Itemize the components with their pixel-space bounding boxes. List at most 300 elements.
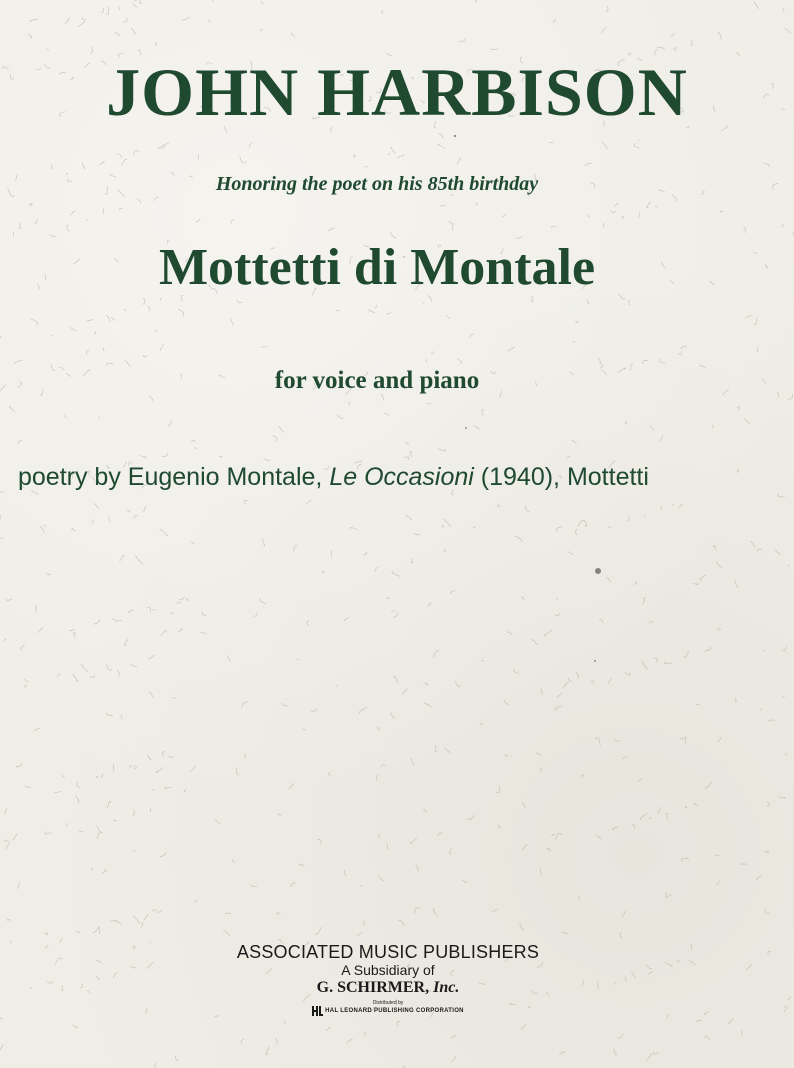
paper-fiber — [191, 541, 194, 543]
paper-fiber — [76, 796, 79, 803]
paper-fiber — [195, 447, 197, 449]
paper-fiber — [763, 163, 769, 167]
paper-fiber — [110, 921, 117, 923]
paper-fiber — [6, 843, 11, 849]
paper-fiber — [123, 17, 127, 22]
paper-fiber — [450, 848, 452, 854]
paper-fiber — [423, 683, 428, 685]
paper-fiber — [532, 296, 534, 301]
paper-fiber — [736, 53, 740, 57]
paper-fiber — [44, 933, 47, 935]
paper-fiber — [81, 665, 87, 672]
paper-fiber — [661, 506, 663, 510]
paper-fiber — [344, 618, 348, 621]
paper-fiber — [572, 440, 577, 443]
paper-fiber — [368, 310, 375, 313]
paper-fiber — [96, 976, 99, 979]
paper-fiber — [375, 305, 377, 309]
paper-fiber — [496, 786, 500, 793]
paper-fiber — [160, 298, 161, 300]
paper-fiber — [729, 1019, 734, 1024]
paper-fiber — [35, 219, 38, 224]
paper-fiber — [775, 550, 780, 554]
paper-fiber — [4, 840, 9, 842]
paper-fiber — [607, 577, 611, 582]
paper-fiber — [241, 1039, 244, 1043]
paper-fiber — [16, 763, 22, 767]
paper-fiber — [618, 294, 624, 299]
paper-fiber — [455, 681, 460, 687]
paper-fiber — [160, 344, 164, 351]
paper-fiber — [74, 633, 77, 638]
paper-fiber — [263, 458, 269, 460]
paper-fiber — [614, 1049, 617, 1055]
paper-fiber — [469, 334, 474, 337]
paper-fiber — [398, 921, 404, 927]
paper-fiber — [158, 144, 164, 149]
paper-fiber — [658, 807, 662, 814]
poetry-credit-suffix: (1940), Mottetti — [473, 463, 649, 491]
paper-fiber — [175, 1056, 178, 1060]
paper-fiber — [596, 836, 601, 839]
paper-fiber — [621, 216, 624, 218]
hal-leonard-logo-icon — [312, 1006, 323, 1016]
paper-fiber — [615, 203, 619, 206]
paper-fiber — [179, 597, 185, 600]
paper-fiber — [578, 896, 579, 900]
paper-fiber — [322, 571, 324, 574]
paper-fiber — [260, 29, 262, 30]
paper-fiber — [444, 548, 446, 551]
paper-fiber — [374, 567, 377, 572]
paper-fiber — [158, 911, 163, 914]
paper-fiber — [305, 501, 312, 505]
paper-fiber — [459, 38, 465, 41]
paper-fiber — [364, 166, 368, 167]
paper-fiber — [481, 660, 484, 661]
paper-fiber — [667, 1014, 669, 1019]
paper-fiber — [491, 49, 499, 50]
paper-fiber — [130, 664, 137, 667]
paper-fiber — [450, 590, 455, 594]
paper-fiber — [359, 707, 367, 713]
paper-fiber — [618, 1034, 623, 1039]
paper-fiber — [261, 346, 268, 347]
paper-fiber — [648, 971, 653, 974]
paper-fiber — [177, 602, 181, 604]
paper-fiber — [586, 300, 589, 304]
paper-fiber — [328, 772, 330, 776]
paper-fiber — [62, 986, 63, 991]
paper-fiber — [291, 883, 297, 887]
paper-fiber — [196, 219, 200, 221]
paper-fiber — [140, 455, 146, 457]
paper-fiber — [303, 728, 307, 730]
paper-fiber — [551, 834, 554, 835]
paper-fiber — [620, 933, 622, 939]
paper-fiber — [164, 787, 171, 789]
paper-fiber — [284, 1021, 285, 1024]
paper-fiber — [133, 916, 140, 924]
paper-fiber — [31, 319, 38, 325]
paper-fiber — [134, 515, 138, 518]
paper-fiber — [576, 321, 579, 323]
paper-fiber — [625, 672, 631, 674]
paper-fiber — [508, 347, 515, 351]
paper-fiber — [65, 17, 70, 23]
paper-fiber — [602, 143, 608, 150]
paper-fiber — [551, 227, 556, 228]
paper-fiber — [130, 765, 132, 767]
paper-fiber — [442, 525, 444, 528]
paper-fiber — [426, 360, 427, 363]
paper-fiber — [384, 413, 390, 415]
paper-fiber — [186, 598, 189, 601]
paper-fiber — [135, 765, 138, 768]
paper-fiber — [86, 219, 87, 220]
paper-fiber — [79, 831, 84, 832]
paper-fiber — [47, 573, 50, 575]
paper-fiber — [219, 457, 222, 458]
paper-fiber — [614, 740, 620, 742]
paper-fiber — [625, 422, 627, 425]
paper-fiber — [740, 864, 746, 866]
paper-fiber — [141, 922, 143, 928]
paper-fiber — [125, 360, 130, 367]
paper-fiber — [382, 10, 385, 13]
paper-fiber — [573, 342, 576, 343]
paper-fiber — [481, 723, 483, 725]
composer-name: JOHN HARBISON — [106, 54, 688, 130]
paper-fiber — [115, 920, 122, 924]
paper-fiber — [540, 768, 542, 772]
paper-fiber — [521, 1025, 526, 1030]
paper-fiber — [147, 607, 150, 612]
paper-fiber — [754, 317, 757, 324]
paper-fiber — [156, 767, 163, 772]
paper-fiber — [671, 504, 674, 506]
paper-fiber — [106, 713, 113, 716]
paper-fiber — [59, 938, 62, 942]
paper-fiber — [758, 347, 759, 352]
paper-fiber — [91, 47, 93, 54]
paper-fiber — [30, 19, 38, 22]
paper-fiber — [184, 789, 186, 792]
paper-fiber — [468, 815, 475, 820]
paper-fiber — [133, 810, 135, 816]
paper-fiber — [44, 525, 46, 527]
paper-fiber — [91, 868, 92, 870]
paper-fiber — [111, 317, 115, 320]
paper-fiber — [768, 951, 771, 954]
paper-fiber — [506, 632, 511, 635]
paper-fiber — [282, 703, 288, 706]
paper-fiber — [111, 618, 117, 621]
paper-fiber — [294, 545, 297, 551]
paper-fiber — [746, 964, 752, 970]
paper-fiber — [275, 1038, 277, 1044]
paper-fiber — [391, 147, 396, 153]
paper-fiber — [364, 1033, 366, 1036]
paper-fiber — [705, 782, 711, 789]
paper-fiber — [150, 941, 152, 943]
paper-fiber — [0, 336, 1, 342]
paper-fiber — [410, 451, 412, 457]
distributor-line — [312, 1006, 464, 1016]
distributor-block — [312, 1000, 464, 1016]
paper-fiber — [72, 528, 77, 531]
paper-fiber — [113, 765, 114, 772]
paper-fiber — [87, 320, 94, 321]
paper-fiber — [433, 651, 438, 658]
paper-fiber — [640, 813, 647, 820]
paper-fiber — [45, 946, 48, 949]
paper-fiber — [6, 919, 10, 921]
paper-fiber — [328, 228, 335, 231]
paper-fiber — [666, 894, 671, 898]
paper-fiber — [654, 658, 658, 662]
paper-fiber — [678, 351, 682, 354]
paper-fiber — [522, 802, 525, 808]
paper-fiber — [473, 526, 475, 528]
paper-fiber — [6, 598, 12, 600]
paper-fiber — [25, 786, 31, 787]
paper-fiber — [106, 665, 112, 671]
paper-fiber — [143, 355, 147, 357]
paper-fiber — [58, 674, 61, 678]
paper-fiber — [783, 647, 787, 651]
paper-fiber — [681, 738, 687, 740]
paper-fiber — [117, 670, 120, 676]
paper-fiber — [642, 360, 648, 364]
paper-fiber — [632, 824, 635, 829]
paper-fiber — [307, 620, 309, 625]
paper-fiber — [514, 669, 520, 674]
paper-fiber — [357, 932, 362, 936]
paper-fiber — [784, 1006, 787, 1011]
paper-fiber — [381, 394, 384, 401]
paper-fiber — [576, 672, 579, 678]
paper-fiber — [155, 330, 158, 331]
paper-fiber — [787, 394, 793, 401]
paper-fiber — [743, 227, 746, 233]
paper-fiber — [559, 1051, 564, 1055]
paper-fiber — [82, 17, 87, 20]
paper-fiber — [45, 831, 51, 834]
paper-fiber — [754, 2, 759, 9]
paper-fiber — [391, 713, 395, 719]
paper-fiber — [622, 911, 626, 917]
paper-fiber — [9, 407, 15, 412]
paper-fiber — [404, 457, 409, 460]
paper-fiber — [685, 737, 686, 743]
paper-fiber — [452, 224, 453, 230]
paper-fiber — [568, 678, 571, 681]
paper-fiber — [741, 1030, 742, 1036]
paper-fiber — [457, 158, 461, 165]
paper-fiber — [76, 931, 80, 933]
paper-fiber — [671, 33, 675, 37]
paper-fiber — [666, 813, 669, 820]
paper-fiber — [785, 754, 786, 756]
paper-fiber — [664, 662, 672, 664]
paper-fiber — [299, 864, 304, 866]
paper-fiber — [677, 960, 679, 962]
parent-company-suffix: Inc. — [433, 979, 460, 996]
paper-fiber — [90, 675, 95, 678]
paper-fiber — [536, 753, 541, 755]
paper-fiber — [4, 639, 6, 642]
paper-fiber — [629, 300, 630, 305]
paper-fiber — [438, 144, 445, 149]
paper-fiber — [637, 778, 642, 781]
paper-fiber — [767, 801, 770, 807]
paper-fiber — [231, 219, 235, 223]
paper-fiber — [655, 206, 658, 207]
paper-fiber — [77, 781, 80, 788]
paper-fiber — [23, 679, 28, 682]
paper-fiber — [208, 20, 210, 22]
paper-fiber — [133, 850, 135, 852]
paper-fiber — [673, 48, 676, 52]
paper-fiber — [745, 315, 752, 318]
paper-fiber — [149, 396, 153, 401]
paper-fiber — [555, 613, 560, 616]
paper-fiber — [502, 214, 506, 217]
paper-fiber — [259, 598, 266, 604]
paper-fiber — [106, 315, 110, 322]
paper-fiber — [603, 223, 604, 227]
paper-fiber — [70, 326, 77, 331]
paper-fiber — [387, 598, 389, 599]
distributor-name: HAL LEONARD PUBLISHING CORPORATION — [325, 1008, 464, 1014]
paper-fiber — [24, 685, 26, 687]
paper-fiber — [393, 613, 398, 618]
paper-fiber — [130, 967, 136, 968]
paper-fiber — [46, 49, 49, 51]
paper-fiber — [29, 203, 33, 205]
paper-fiber — [424, 703, 431, 708]
paper-fiber — [720, 211, 723, 212]
paper-fiber — [148, 655, 154, 659]
paper-fiber — [410, 558, 412, 563]
paper-fiber — [250, 885, 257, 887]
paper-fiber — [150, 692, 154, 698]
paper-fiber — [715, 855, 720, 856]
paper-fiber — [337, 415, 343, 419]
publisher-block — [178, 942, 598, 1021]
paper-fiber — [631, 972, 635, 977]
paper-fiber — [69, 630, 75, 631]
paper-fiber — [103, 348, 104, 352]
paper-fiber — [0, 538, 4, 542]
paper-fiber — [625, 977, 627, 982]
paper-fiber — [705, 1036, 711, 1039]
paper-fiber — [194, 900, 197, 902]
paper-fiber — [475, 0, 477, 2]
paper-fiber — [178, 309, 184, 316]
paper-fiber — [531, 639, 537, 645]
paper-fiber — [423, 303, 424, 304]
paper-fiber — [97, 832, 103, 839]
paper-fiber — [405, 515, 412, 520]
paper-fiber — [169, 756, 173, 758]
paper-fiber — [144, 506, 146, 512]
paper-fiber — [191, 766, 196, 772]
paper-fiber — [162, 453, 168, 457]
paper-fiber — [781, 224, 783, 226]
paper-fiber — [317, 839, 321, 843]
paper-fiber — [155, 43, 157, 46]
paper-fiber — [20, 223, 21, 229]
paper-fiber — [237, 300, 243, 303]
paper-fiber — [515, 536, 522, 542]
paper-fiber — [704, 1011, 708, 1014]
paper-fiber — [92, 519, 94, 523]
paper-fiber — [542, 689, 543, 696]
paper-fiber — [544, 630, 552, 636]
paper-fiber — [93, 927, 100, 933]
paper-fiber — [117, 153, 122, 158]
paper-fiber — [582, 774, 584, 777]
paper-fiber — [584, 519, 587, 526]
paper-fiber — [591, 681, 594, 684]
paper-fiber — [161, 630, 167, 635]
paper-fiber — [756, 875, 761, 879]
paper-fiber — [232, 859, 235, 862]
paper-fiber — [213, 0, 219, 2]
paper-fiber — [55, 791, 61, 792]
paper-fiber — [634, 582, 636, 585]
paper-fiber — [377, 727, 379, 731]
paper-fiber — [650, 817, 652, 819]
paper-fiber — [279, 426, 283, 432]
paper-fiber — [476, 203, 478, 206]
paper-fiber — [613, 827, 618, 830]
paper-fiber — [133, 151, 139, 156]
instrumentation-line: for voice and piano — [274, 367, 480, 394]
paper-fiber — [449, 221, 454, 225]
paper-fiber — [147, 755, 151, 760]
paper-fiber — [474, 425, 480, 429]
paper-fiber — [735, 698, 736, 702]
paper-fiber — [557, 692, 562, 697]
paper-fiber — [96, 960, 102, 963]
paper-fiber — [760, 708, 761, 710]
paper-fiber — [397, 1021, 400, 1026]
paper-fiber — [21, 645, 25, 650]
paper-fiber — [556, 598, 557, 599]
paper-fiber — [336, 685, 338, 687]
paper-fiber — [567, 457, 571, 459]
paper-fiber — [546, 848, 550, 851]
paper-fiber — [427, 296, 432, 303]
paper-fiber — [87, 990, 90, 993]
paper-fiber — [379, 876, 384, 881]
paper-fiber — [700, 575, 706, 580]
paper-fiber — [160, 529, 168, 536]
paper-fiber — [363, 552, 367, 555]
paper-fiber — [135, 0, 137, 1]
paper-fiber — [563, 682, 569, 688]
paper-fiber — [350, 527, 358, 530]
paper-fiber — [249, 143, 253, 148]
paper-fiber — [553, 19, 556, 23]
paper-fiber — [588, 216, 589, 218]
paper-fiber — [585, 163, 591, 166]
paper-fiber — [595, 738, 600, 746]
paper-fiber — [390, 232, 396, 238]
